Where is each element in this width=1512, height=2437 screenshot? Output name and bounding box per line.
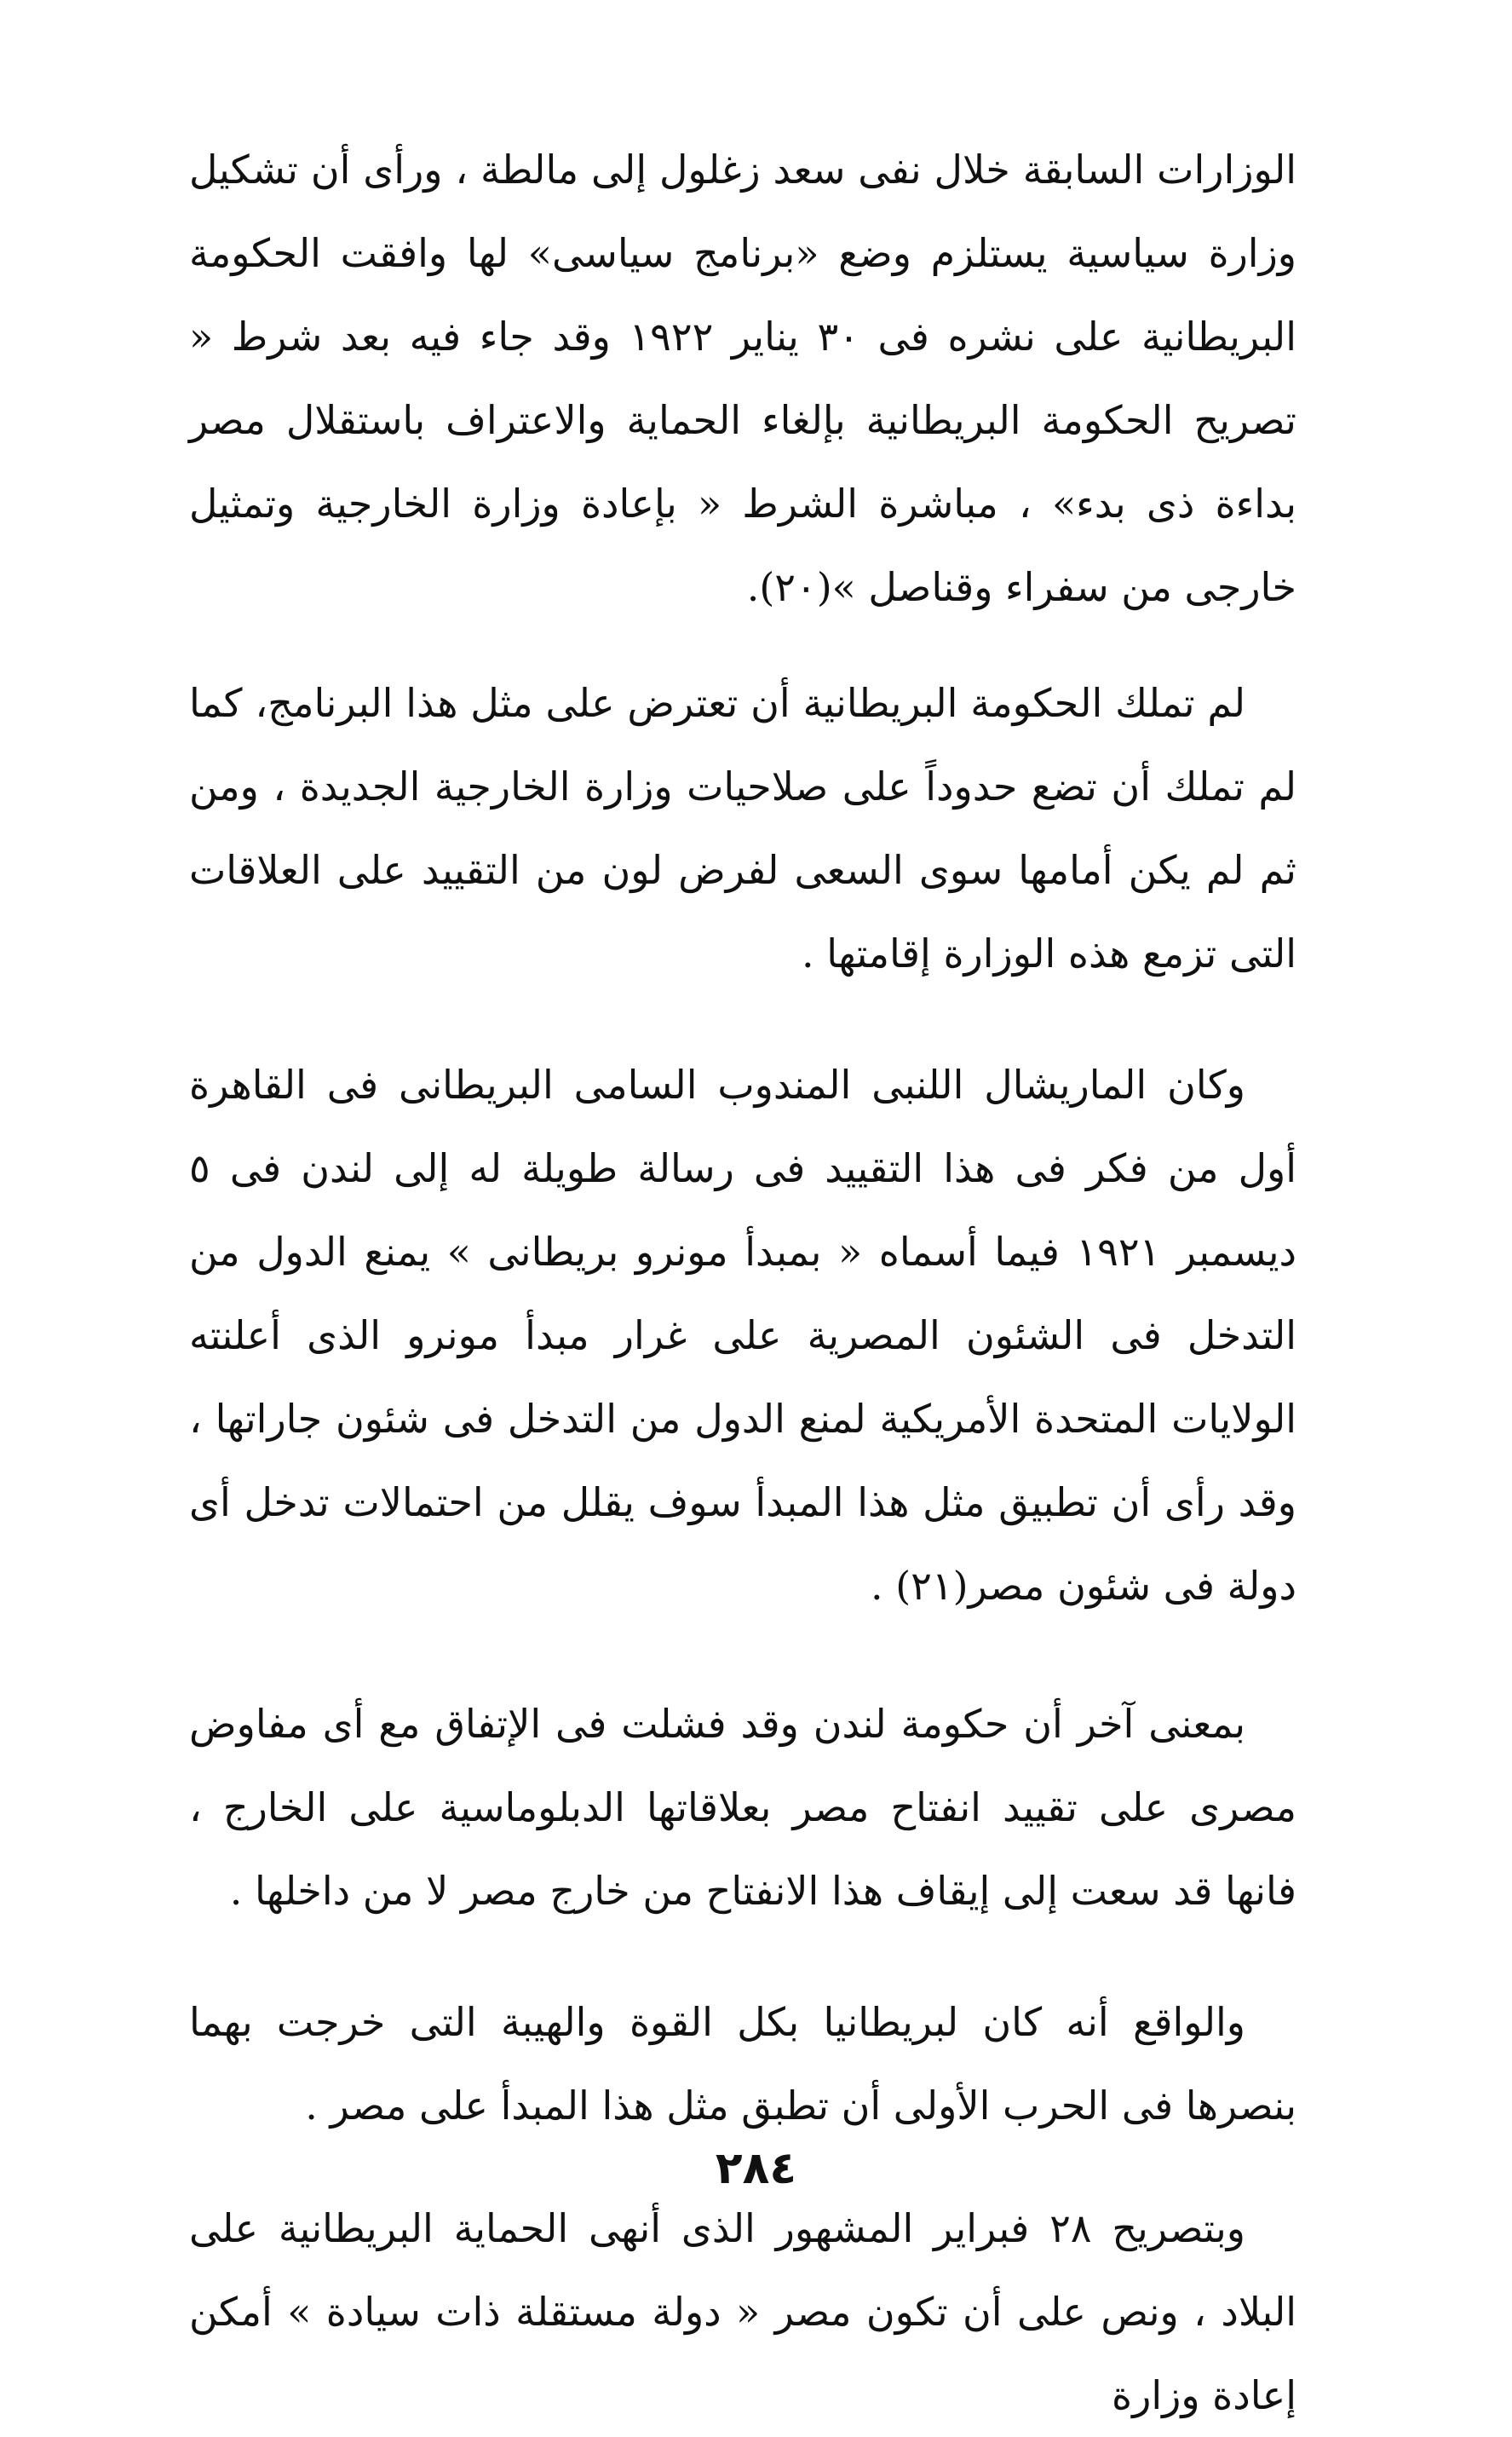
body-text — [189, 128, 1296, 2437]
paragraph-2: لم تملك الحكومة البريطانية أن تعترض على مثل هذا البرنامج، كما لم تملك أن تضع حدوداً على صلاحيات وزارة الخارجية الجديدة ، ومن ثم لم يكن أمامها سوى السعى لفرض لون من التقييد على العلاقات التى تزمع هذه الوزارة إقامتها . — [189, 680, 1296, 977]
paragraph-5: والواقع أنه كان لبريطانيا بكل القوة والهيبة التى خرجت بهما بنصرها فى الحرب الأولى أن تطبق مثل هذا المبدأ على مصر . — [189, 1999, 1296, 2129]
paragraph-4: بمعنى آخر أن حكومة لندن وقد فشلت فى الإتفاق مع أى مفاوض مصرى على تقييد انفتاح مصر بعلاقاتها الدبلوماسية على الخارج ، فانها قد سعت إلى إيقاف هذا الانفتاح من خارج مصر لا من داخلها . — [189, 1701, 1296, 1914]
paragraph-1: الوزارات السابقة خلال نفى سعد زغلول إلى مالطة ، ورأى أن تشكيل وزارة سياسية يستلزم وضع «برنامج سياسى» لها وافقت الحكومة البريطانية على نشره فى ٣٠ يناير ١٩٢٢ وقد جاء فيه بعد شرط « تصريح الحكومة البريطانية بإلغاء الحماية والاعتراف باستقلال مصر بداءة ذى بدء» ، مباشرة الشرط « بإعادة وزارة الخارجية وتمثيل خارجى من سفراء وقناصل »(٢٠). — [189, 147, 1296, 610]
paragraph-6: وبتصريح ٢٨ فبراير المشهور الذى أنهى الحماية البريطانية على البلاد ، ونص على أن تكون مصر « دولة مستقلة ذات سيادة » أمكن إعادة وزارة — [189, 2205, 1296, 2418]
paragraph-3: وكان الماريشال اللنبى المندوب السامى البريطانى فى القاهرة أول من فكر فى هذا التقييد فى رسالة طويلة له إلى لندن فى ٥ ديسمبر ١٩٢١ فيما أسماه « بمبدأ مونرو بريطانى » يمنع الدول من التدخل فى الشئون المصرية على غرار مبدأ مونرو الذى أعلنته الولايات المتحدة الأمريكية لمنع الدول من التدخل فى شئون جاراتها ، وقد رأى أن تطبيق مثل هذا المبدأ سوف يقلل من احتمالات تدخل أى دولة فى شئون مصر(٢١) . — [189, 1062, 1296, 1609]
page-number: ٢٨٤ — [715, 2143, 797, 2194]
